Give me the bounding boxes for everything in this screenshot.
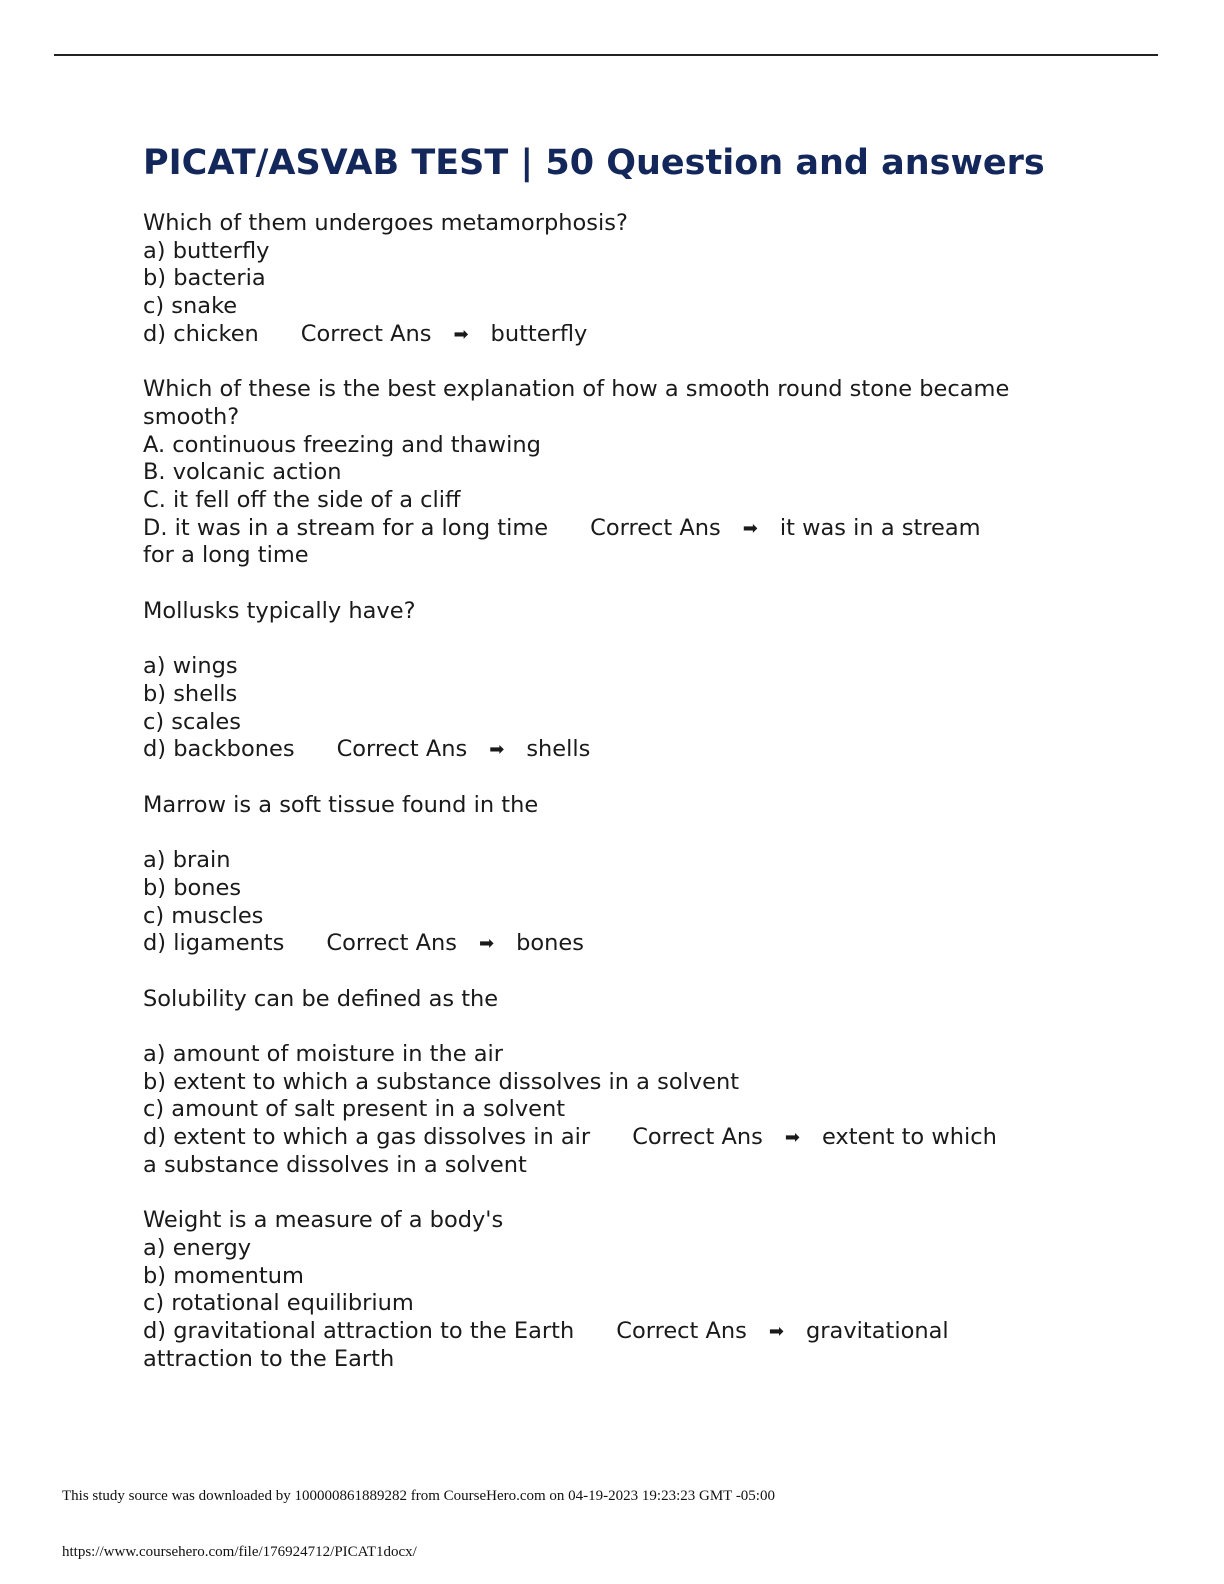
option-d-answer-line bbox=[143, 736, 1073, 764]
correct-answer-label: Correct Ans bbox=[590, 514, 721, 541]
source-url[interactable]: https://www.coursehero.com/file/176924712/PICAT1docx/ bbox=[62, 1544, 417, 1560]
option-c: c) scales bbox=[143, 708, 241, 735]
option-a: a) amount of moisture in the air bbox=[143, 1040, 504, 1067]
correct-answer-value: bones bbox=[516, 930, 584, 957]
option-b: b) bones bbox=[143, 874, 242, 901]
question-6 bbox=[143, 1207, 1073, 1373]
option-b: b) extent to which a substance dissolves in a solvent bbox=[143, 1068, 740, 1095]
option-c: c) snake bbox=[143, 293, 238, 320]
question-prompt: Weight is a measure of a body's bbox=[143, 1207, 504, 1234]
correct-answer-value: extent to which bbox=[821, 1124, 997, 1151]
option-d-answer-line bbox=[143, 1318, 1073, 1346]
option-b: b) shells bbox=[143, 680, 238, 707]
option-d: D. it was in a stream for a long time bbox=[143, 514, 549, 541]
option-a: a) wings bbox=[143, 653, 238, 680]
correct-answer-label: Correct Ans bbox=[336, 736, 468, 763]
question-3 bbox=[143, 598, 1073, 764]
question-prompt: Solubility can be defined as the bbox=[143, 985, 499, 1012]
correct-answer-label: Correct Ans bbox=[300, 320, 432, 347]
option-d: d) backbones bbox=[143, 736, 295, 763]
correct-answer-label: Correct Ans bbox=[326, 930, 458, 957]
question-prompt: Which of these is the best explanation of how a smooth round stone became smooth? bbox=[143, 376, 1017, 430]
correct-answer-value: shells bbox=[526, 736, 591, 763]
question-prompt: Which of them undergoes metamorphosis? bbox=[143, 210, 628, 236]
arrow-right-icon: ➡ bbox=[768, 1321, 784, 1342]
option-d-answer-line bbox=[143, 515, 1073, 543]
question-4 bbox=[143, 792, 1073, 958]
option-d: d) chicken bbox=[143, 320, 259, 347]
correct-answer-continuation: a substance dissolves in a solvent bbox=[143, 1151, 527, 1178]
question-1 bbox=[143, 210, 1073, 349]
correct-answer-continuation: attraction to the Earth bbox=[143, 1345, 395, 1372]
question-prompt: Mollusks typically have? bbox=[143, 597, 416, 624]
option-d-answer-line bbox=[143, 321, 1073, 349]
option-a: a) energy bbox=[143, 1234, 252, 1261]
correct-answer-label: Correct Ans bbox=[632, 1124, 763, 1151]
option-b: B. volcanic action bbox=[143, 459, 342, 486]
document-title: PICAT/ASVAB TEST | 50 Question and answers bbox=[143, 143, 1045, 183]
option-d: d) gravitational attraction to the Earth bbox=[143, 1318, 575, 1344]
option-d: d) extent to which a gas dissolves in air bbox=[143, 1124, 591, 1151]
question-list bbox=[143, 210, 1073, 1401]
option-d-answer-line bbox=[143, 930, 1073, 958]
arrow-right-icon: ➡ bbox=[479, 933, 495, 955]
question-2 bbox=[143, 376, 1073, 570]
option-c: c) amount of salt present in a solvent bbox=[143, 1096, 566, 1123]
question-5 bbox=[143, 986, 1073, 1180]
correct-answer-value: butterfly bbox=[490, 320, 588, 347]
correct-answer-label: Correct Ans bbox=[616, 1318, 747, 1344]
option-d-answer-line bbox=[143, 1124, 1073, 1152]
arrow-right-icon: ➡ bbox=[489, 739, 505, 761]
option-a: a) butterfly bbox=[143, 237, 270, 264]
option-c: c) rotational equilibrium bbox=[143, 1290, 414, 1317]
correct-answer-value: it was in a stream bbox=[779, 514, 981, 541]
option-b: b) momentum bbox=[143, 1262, 304, 1289]
correct-answer-value: gravitational bbox=[806, 1318, 949, 1344]
option-d: d) ligaments bbox=[143, 930, 285, 957]
option-a: A. continuous freezing and thawing bbox=[143, 431, 541, 458]
correct-answer-continuation: for a long time bbox=[143, 542, 309, 569]
option-a: a) brain bbox=[143, 847, 231, 874]
top-divider bbox=[54, 54, 1158, 56]
arrow-right-icon: ➡ bbox=[784, 1127, 800, 1149]
option-c: c) muscles bbox=[143, 902, 264, 929]
arrow-right-icon: ➡ bbox=[453, 323, 469, 345]
option-b: b) bacteria bbox=[143, 265, 266, 292]
arrow-right-icon: ➡ bbox=[742, 517, 758, 539]
question-prompt: Marrow is a soft tissue found in the bbox=[143, 791, 539, 818]
download-source-note: This study source was downloaded by 100000861889282 from CourseHero.com on 04-19-2023 19:23:23 GMT -05:00 bbox=[62, 1488, 775, 1504]
option-c: C. it fell off the side of a cliff bbox=[143, 487, 461, 514]
